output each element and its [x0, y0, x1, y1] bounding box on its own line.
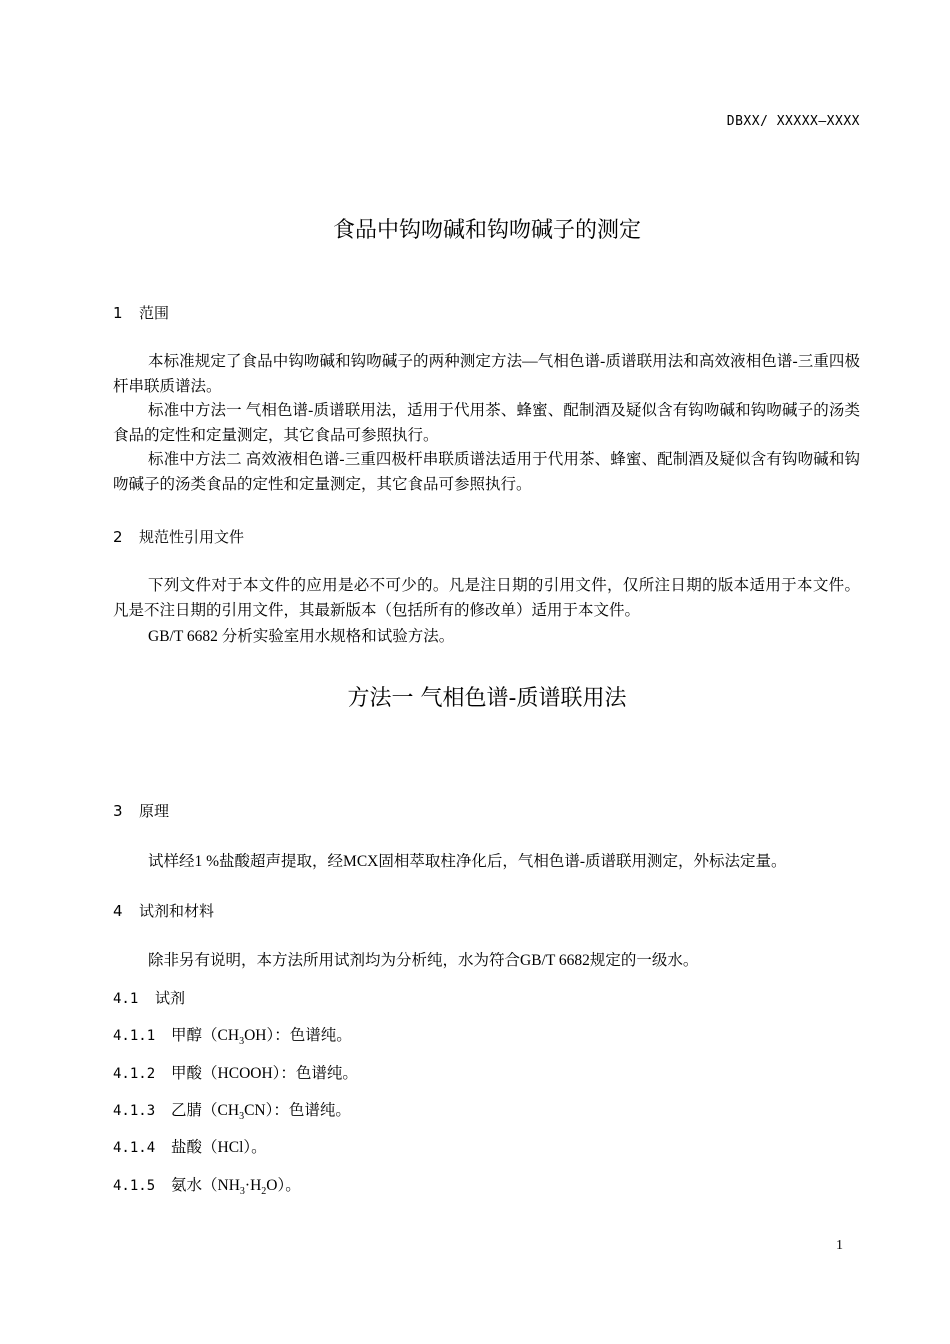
section-4-paragraph: 除非另有说明，本方法所用试剂均为分析纯，水为符合GB/T 6682规定的一级水。	[148, 952, 699, 969]
reagent-item: 4.1.2 甲酸（HCOOH）：色谱纯。	[113, 1065, 358, 1082]
document-number: DBXX/ XXXXX—XXXX	[726, 114, 860, 129]
reagent-grade: 。	[285, 1177, 301, 1194]
reagent-item: 4.1.5 氨水$(NH_3\cdot H_2O)$。	[113, 1177, 301, 1198]
section-2-paragraph: 下列文件对于本文件的应用是必不可少的。凡是注日期的引用文件，仅所注日期的版本适用于本文件。凡是不注日期的引用文件，其最新版本（包括所有的修改单）适用于本文件。	[113, 577, 860, 619]
item-number: 4.1.3	[113, 1103, 156, 1119]
section-3-paragraph: 试样经1 %盐酸超声提取，经MCX固相萃取柱净化后，气相色谱-质谱联用测定，外标法定量。	[148, 853, 787, 870]
reagent-name: 甲酸	[171, 1065, 203, 1082]
section-title: 试剂和材料	[139, 902, 215, 920]
formula-part: HCOOH	[217, 1065, 273, 1082]
reagent-grade: ：色谱纯。	[274, 1027, 352, 1044]
reagent-item: 4.1.4 盐酸（HCl）。	[113, 1139, 267, 1156]
formula-subscript: 3	[239, 1036, 245, 1048]
page-number: 1	[836, 1238, 843, 1253]
reagent-grade: ：色谱纯。	[273, 1102, 351, 1119]
formula-subscript: 3	[239, 1111, 245, 1123]
item-number: 4.1.1	[113, 1028, 156, 1044]
reagent-name: 乙腈	[171, 1102, 203, 1119]
section-number: 3	[113, 802, 123, 820]
section-title: 范围	[139, 304, 170, 322]
section-title: 规范性引用文件	[139, 528, 245, 546]
item-number: 4.1.5	[113, 1178, 156, 1194]
section-4-heading	[113, 900, 214, 921]
subsection-title: 试剂	[155, 989, 186, 1007]
section-number: 1	[113, 304, 123, 322]
section-1-paragraph-3: 标准中方法二 高效液相色谱-三重四极杆串联质谱法适用于代用茶、蜂蜜、配制酒及疑似含有钩吻碱和钩吻碱子的汤类食品的定性和定量测定，其它食品可参照执行。	[113, 451, 860, 493]
subsection-number: 4.1	[113, 991, 139, 1007]
section-1-paragraph-2: 标准中方法一 气相色谱-质谱联用法，适用于代用茶、蜂蜜、配制酒及疑似含有钩吻碱和钩吻碱子的汤类食品的定性和定量测定，其它食品可参照执行。	[113, 402, 860, 444]
reagent-name: 甲醇	[171, 1027, 203, 1044]
section-title: 原理	[139, 802, 170, 820]
formula-part: ·H	[244, 1177, 262, 1194]
formula-part: CH	[217, 1102, 240, 1119]
formula-subscript: 3	[239, 1186, 245, 1198]
reagent-item: 4.1.1 甲醇$(CH_3OH)$：色谱纯。	[113, 1027, 352, 1048]
section-2-heading	[113, 526, 244, 547]
item-number: 4.1.2	[113, 1066, 156, 1082]
section-3-heading	[113, 800, 169, 821]
document-title: 食品中钩吻碱和钩吻碱子的测定	[332, 218, 641, 243]
section-1-paragraph-1: 本标准规定了食品中钩吻碱和钩吻碱子的两种测定方法—气相色谱-质谱联用法和高效液相色谱-三重四极杆串联质谱法。	[113, 353, 860, 395]
formula-part: CN	[244, 1102, 266, 1119]
reagent-grade: ：色谱纯。	[280, 1065, 358, 1082]
formula-part: HCl	[217, 1139, 244, 1156]
section-1-heading	[113, 302, 169, 323]
reagent-name: 盐酸	[171, 1139, 203, 1156]
reagent-grade: 。	[251, 1139, 267, 1156]
reagent-name: 氨水	[171, 1177, 203, 1194]
subsection-4-1-heading	[113, 987, 185, 1008]
formula-subscript: 2	[261, 1186, 267, 1198]
formula-part: OH	[244, 1027, 267, 1044]
formula-part: CH	[217, 1027, 240, 1044]
normative-reference: GB/T 6682 分析实验室用水规格和试验方法。	[148, 628, 455, 645]
formula-part: O	[266, 1177, 278, 1194]
item-number: 4.1.4	[113, 1140, 156, 1156]
method-1-title: 方法一 气相色谱-质谱联用法	[347, 686, 627, 711]
reagent-item: 4.1.3 乙腈$(CH_3CN)$：色谱纯。	[113, 1102, 351, 1123]
formula-part: NH	[217, 1177, 240, 1194]
section-number: 4	[113, 902, 123, 920]
section-number: 2	[113, 528, 123, 546]
